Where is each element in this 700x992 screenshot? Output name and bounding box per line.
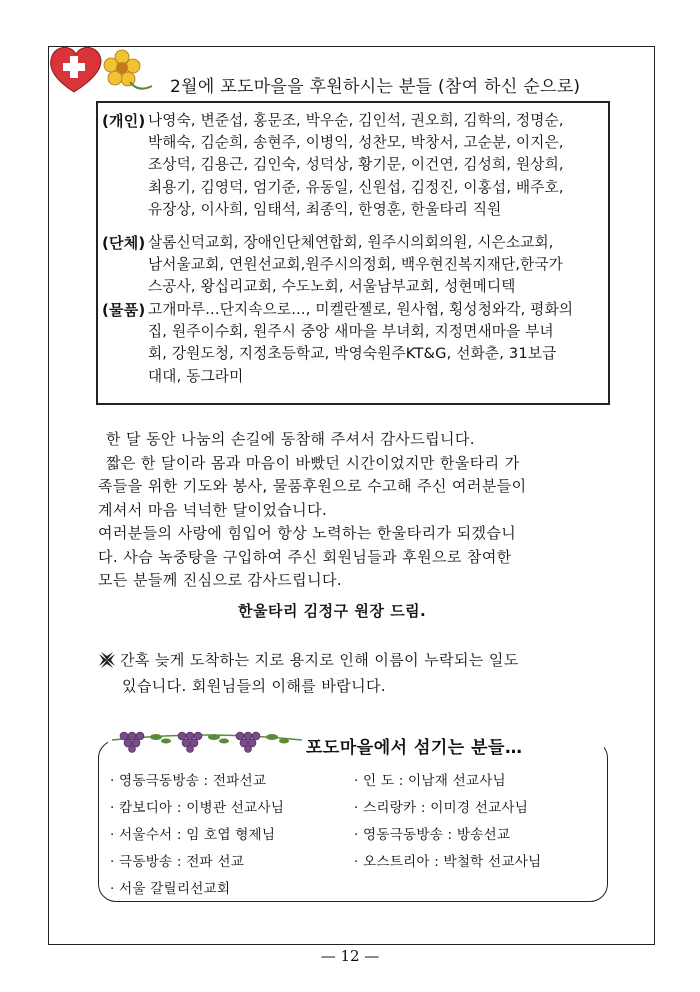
message-line: 다. 사슴 녹중탕을 구입하여 주신 회원님들과 후원으로 참여한 [98, 547, 512, 566]
goods-label: (물품) [102, 301, 146, 319]
list-item: 스공사, 왕십리교회, 수도노회, 서울남부교회, 성현메디텍 [148, 278, 516, 296]
list-item: · 영동극동방송 : 전파선교 [110, 773, 267, 789]
message-line: 한 달 동안 나눔의 손길에 동참해 주셔서 감사드립니다. [106, 430, 475, 448]
list-item: · 인 도 : 이남재 선교사님 [354, 773, 506, 789]
grape-vine-decoration [112, 724, 302, 754]
list-item: 박해숙, 김순희, 송현주, 이병익, 성찬모, 박창서, 고순분, 이지은, [148, 134, 564, 152]
list-item: 남서울교회, 연원선교회,원주시의정회, 백우현진복지재단,한국가 [148, 256, 564, 274]
page-title: 2월에 포도마을을 후원하시는 분들 (참여 하신 순으로) [170, 77, 581, 97]
goods-list [148, 299, 573, 388]
list-item: 유장상, 이사희, 임태석, 최종익, 한영훈, 한울타리 직원 [148, 200, 502, 218]
donor-list-box [96, 101, 610, 405]
message-line: 여러분들의 사랑에 힘입어 항상 노력하는 한울타리가 되겠습니 [98, 524, 517, 542]
list-item: 살롬신덕교회, 장애인단체연합회, 원주시의회의원, 시은소교회, [148, 234, 554, 251]
group-label: (단체) [102, 234, 146, 252]
individual-label: (개인) [102, 112, 146, 130]
page-frame-bottom [48, 944, 655, 945]
list-item: · 극동방송 : 전파 선교 [110, 854, 245, 870]
list-item: · 캄보디아 : 이병관 선교사님 [110, 800, 285, 816]
signature: 한울타리 김정구 원장 드림. [238, 602, 427, 620]
message-line: 짧은 한 달이라 몸과 마음이 바빴던 시간이었지만 한울타리 가 [106, 453, 520, 472]
message-line: 족들을 위한 기도와 봉사, 물품후원으로 수고해 주신 여러분들이 [98, 477, 527, 495]
notice [120, 647, 610, 699]
list-item: · 서울수서 : 임 호엽 형제님 [110, 827, 276, 843]
list-item: 집, 원주이수회, 원주시 중앙 새마을 부녀회, 지정면새마을 부녀 [148, 323, 554, 341]
notice-line: 간혹 늦게 도착하는 지로 용지로 인해 이름이 누락되는 일도 [120, 651, 519, 669]
list-item: · 서울 갈릴리선교회 [110, 881, 231, 897]
message-line: 계셔서 마음 넉넉한 달이었습니다. [98, 500, 328, 519]
missions-title: 포도마을에서 섬기는 분들… [306, 738, 523, 758]
message-line: 모든 분들께 진심으로 감사드립니다. [98, 571, 343, 589]
list-item: · 오스트리아 : 박철학 선교사님 [354, 854, 542, 870]
group-list [148, 232, 563, 299]
thanks-message [98, 428, 610, 593]
list-item: · 영동극동방송 : 방송선교 [354, 827, 511, 843]
list-item: 조상덕, 김용근, 김인숙, 성덕상, 황기문, 이건연, 김성희, 원상희, [148, 156, 564, 174]
maltese-cross-icon [98, 651, 116, 669]
list-item: · 스리랑카 : 이미경 선교사님 [354, 800, 529, 816]
list-item: 최용기, 김영덕, 엄기준, 유동일, 신원섭, 김정진, 이홍섭, 배주호, [148, 178, 564, 196]
list-item: 고개마루...단지속으로..., 미켈란젤로, 원사협, 횡성청와각, 평화의 [148, 301, 574, 318]
list-item: 나영숙, 변준섭, 홍문조, 박우순, 김인석, 권오희, 김학의, 정명순, [148, 112, 564, 129]
page-number: — 12 — [320, 947, 380, 965]
list-item: 회, 강원도청, 지정초등학교, 박영숙원주KT&G, 선화춘, 31보급 [148, 345, 557, 363]
individual-list [148, 110, 564, 221]
heart-cross-flower-logo [46, 42, 158, 96]
notice-line: 있습니다. 회원님들의 이해를 바랍니다. [122, 677, 387, 695]
list-item: 대대, 동그라미 [148, 367, 244, 385]
